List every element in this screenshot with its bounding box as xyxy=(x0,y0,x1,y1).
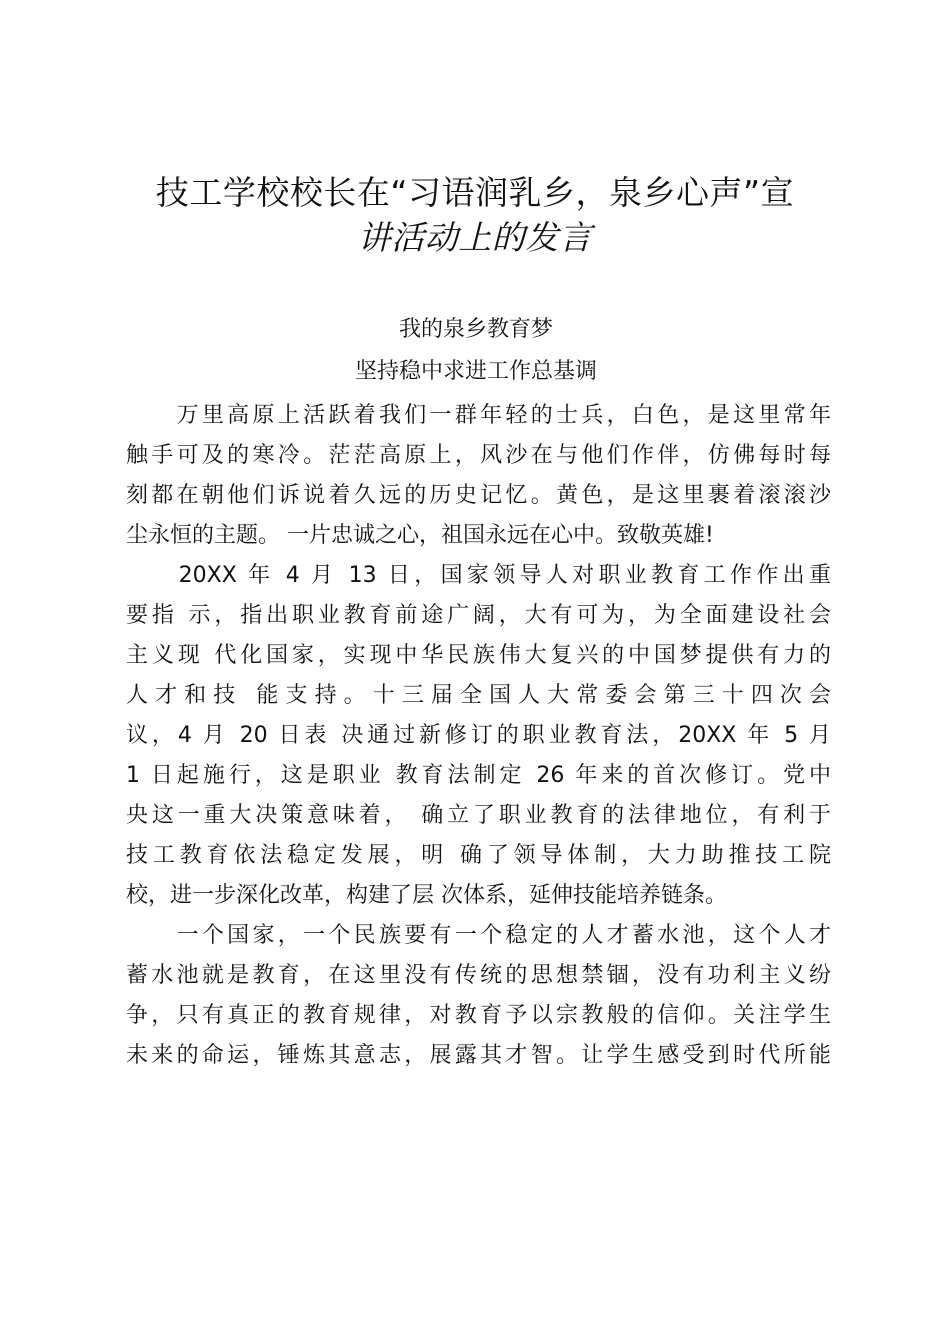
body-line: 议，4 月 20 日表 决通过新修订的职业教育法，20XX 年 5 月 xyxy=(126,723,831,748)
body-line: 主义现 代化国家，实现中华民族伟大复兴的中国梦提供有力的 xyxy=(126,643,831,668)
body-line: 校，进一步深化改革，构建了层 次体系，延伸技能培养链条。 xyxy=(126,883,727,908)
body-line: 1 日起施行，这是职业 教育法制定 26 年来的首次修订。党中 xyxy=(126,763,831,788)
subtitle-2: 坚持稳中求进工作总基调 xyxy=(354,359,597,384)
body-line: 未来的命运，锤炼其意志，展露其才智。让学生感受到时代所能 xyxy=(126,1043,831,1068)
body-line: 万里高原上活跃着我们一群年轻的士兵，白色，是这里常年 xyxy=(126,403,831,428)
body-line: 尘永恒的主题。 一片忠诚之心，祖国永远在心中。致敬英雄! xyxy=(126,523,714,548)
body-line: 技工教育依法稳定发展，明 确了领导体制，大力助推技工院 xyxy=(126,843,831,868)
body-line: 触手可及的寒冷。茫茫高原上，风沙在与他们作伴，仿佛每时每 xyxy=(126,443,831,468)
body-line: 刻都在朝他们诉说着久远的历史记忆。黄色，是这里裹着滚滚沙 xyxy=(126,483,831,508)
body-line: 一个国家，一个民族要有一个稳定的人才蓄水池，这个人才 xyxy=(126,923,831,948)
body-line: 20XX 年 4 月 13 日，国家领导人对职业教育工作作出重 xyxy=(126,563,831,588)
title-line-1: 技工学校校长在“习语润乳乡，泉乡心声”宣 xyxy=(155,173,795,212)
body-line: 蓄水池就是教育，在这里没有传统的思想禁锢，没有功利主义纷 xyxy=(126,963,831,988)
body-line: 要指 示，指出职业教育前途广阔，大有可为，为全面建设社会 xyxy=(126,603,831,628)
title-line-2: 讲活动上的发言 xyxy=(357,218,593,257)
body-line: 央这一重大决策意味着， 确立了职业教育的法律地位，有利于 xyxy=(126,803,831,828)
document-title xyxy=(120,170,830,260)
body-line: 争，只有真正的教育规律，对教育予以宗教般的信仰。关注学生 xyxy=(126,1003,831,1028)
body-line: 人才和技 能支持。十三届全国人大常委会第三十四次会 xyxy=(126,683,831,708)
subtitle-1: 我的泉乡教育梦 xyxy=(398,317,553,342)
